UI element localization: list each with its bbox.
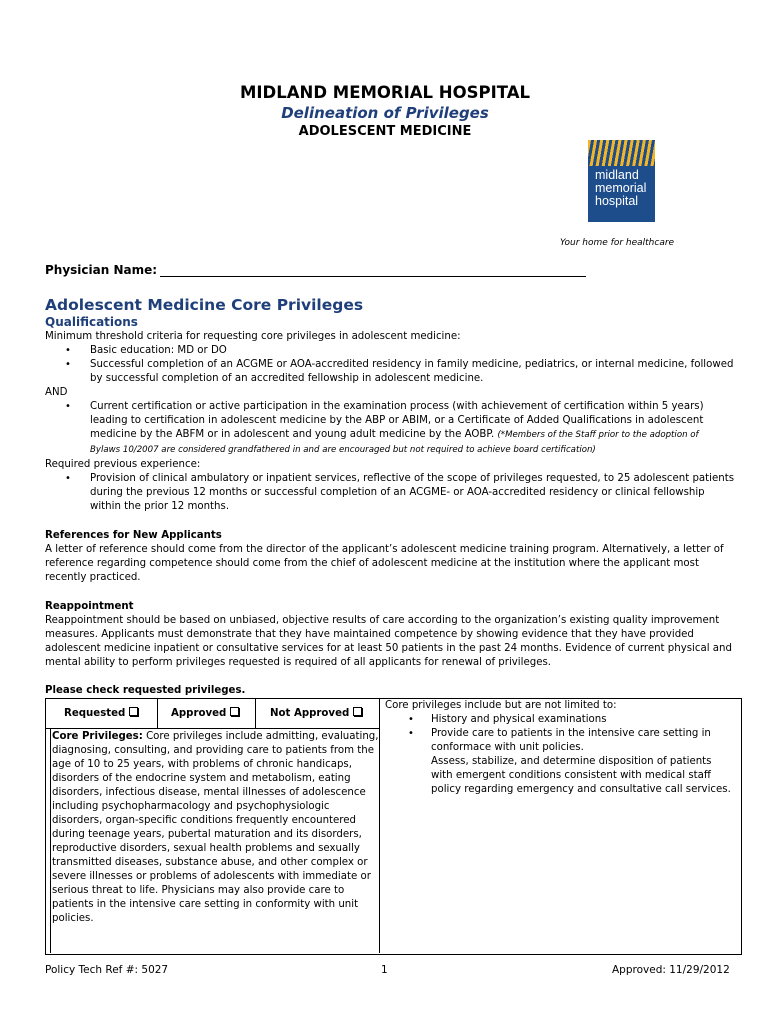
list-item: Successful completion of an ACGME or AOA-accredited residency in family medicine, pediatrics, or internal medicine, followed xyxy=(90,359,734,370)
qualifications-heading: Qualifications xyxy=(45,315,138,329)
document-subtitle: Delineation of Privileges xyxy=(281,104,489,122)
check-privileges-label: Please check requested privileges. xyxy=(45,685,246,696)
tagline: Your home for healthcare xyxy=(560,238,675,248)
reappointment-text: mental ability to perform privileges requested is required of all applicants for renewal of privileges. xyxy=(45,657,552,668)
physician-name-line[interactable] xyxy=(160,264,586,277)
table-divider xyxy=(255,698,256,728)
list-item: Provide care to patients in the intensive care setting in xyxy=(431,728,711,739)
approved-checkbox[interactable] xyxy=(171,707,239,721)
core-privileges-text: serious threat to life. Physicians may also provide care to xyxy=(52,885,345,896)
list-item-cont: within the prior 12 months. xyxy=(90,501,230,512)
list-item-cont: with emergent conditions consistent with medical staff xyxy=(431,770,711,781)
section-title: Adolescent Medicine Core Privileges xyxy=(45,296,364,314)
reappointment-text: Reappointment should be based on unbiased, objective results of care according to the organization’s existing quality improvement xyxy=(45,615,720,626)
core-privileges-label: Core Privileges: xyxy=(52,731,143,742)
list-item: Provision of clinical ambulatory or inpatient services, reflective of the scope of privileges requested, to 25 adolescent patients xyxy=(90,473,735,484)
and-label: AND xyxy=(45,387,68,398)
references-text: A letter of reference should come from the director of the applicant’s adolescent medicine training program. Alternatively, a letter of xyxy=(45,544,724,555)
table-divider xyxy=(45,728,379,729)
references-text: recently practiced. xyxy=(45,572,141,583)
bullet-icon: • xyxy=(408,714,414,725)
core-privileges-line xyxy=(52,730,379,744)
sunburst-icon xyxy=(588,140,655,166)
references-heading: References for New Applicants xyxy=(45,530,222,541)
list-item-cont: by successful completion of an accredited fellowship in adolescent medicine. xyxy=(90,373,484,384)
logo-text-2: memorial xyxy=(595,181,647,195)
list-item-cont: during the previous 12 months or successful completion of an ACGME- or AOA-accredited residency or clinical fellowship xyxy=(90,487,705,498)
grandfather-note-cont: Bylaws 10/2007 are considered grandfathered in and are encouraged but not required to achieve board certification) xyxy=(90,445,596,455)
core-privileges-text: severe illnesses or problems of adolescents with immediate or xyxy=(52,871,371,882)
requested-checkbox[interactable] xyxy=(64,707,138,721)
core-privileges-text: disorders, organ-specific conditions frequently encountered xyxy=(52,815,357,826)
checkbox-icon[interactable] xyxy=(129,707,138,716)
core-privileges-text: reproductive disorders, sexual health problems and sexually xyxy=(52,843,360,854)
logo-text-1: midland xyxy=(595,168,639,182)
references-text: reference regarding competence should come from the chief of adolescent medicine at the institution where the applicant most xyxy=(45,558,699,569)
not-approved-label: Not Approved xyxy=(270,708,350,719)
core-privileges-text: including psychopharmacology and psychophysiologic xyxy=(52,801,330,812)
bullet-icon: • xyxy=(65,359,71,370)
reappointment-text: adolescent medicine inpatient or consultative services for at least 50 patients in the past 24 months. Evidence of current physical and xyxy=(45,643,732,654)
grandfather-note: (*Members of the Staff prior to the adoption of xyxy=(497,430,699,440)
list-item-cont: Assess, stabilize, and determine disposition of patients xyxy=(431,756,712,767)
list-item: Current certification or active participation in the examination process (with achievement of certification within 5 years) xyxy=(90,401,704,412)
hospital-title: MIDLAND MEMORIAL HOSPITAL xyxy=(239,83,530,102)
bullet-icon: • xyxy=(65,401,71,412)
core-privileges-text: diagnosing, consulting, and providing care to patients from the xyxy=(52,745,374,756)
bullet-icon: • xyxy=(65,473,71,484)
core-privileges-text: policies. xyxy=(52,913,94,924)
hospital-logo xyxy=(588,140,655,222)
core-privileges-text: patients in the intensive care setting in conformity with unit xyxy=(52,899,359,910)
table-divider xyxy=(50,728,51,953)
list-item-cont xyxy=(90,428,699,442)
physician-name-label: Physician Name: xyxy=(45,263,158,277)
list-item: Basic education: MD or DO xyxy=(90,345,227,356)
physician-name-field[interactable] xyxy=(45,263,586,277)
approved-date: Approved: 11/29/2012 xyxy=(612,964,730,976)
right-intro: Core privileges include but are not limited to: xyxy=(385,700,617,711)
list-item: History and physical examinations xyxy=(431,714,607,725)
core-privileges-text: disorders of the endocrine system and metabolism, eating xyxy=(52,773,351,784)
bullet-icon: • xyxy=(408,728,414,739)
page-number: 1 xyxy=(381,964,388,976)
policy-ref: Policy Tech Ref #: 5027 xyxy=(45,964,169,976)
qualifications-intro: Minimum threshold criteria for requesting core privileges in adolescent medicine: xyxy=(45,331,461,342)
checkbox-icon[interactable] xyxy=(353,707,362,716)
table-divider xyxy=(157,698,158,728)
list-item-cont: leading to certification in adolescent medicine by the ABP or ABIM, or a Certificate of Added Qualifications in adolescent xyxy=(90,415,704,426)
checkbox-icon[interactable] xyxy=(230,707,239,716)
list-item-text: medicine by the ABFM or in adolescent and young adult medicine by the AOBP. xyxy=(90,429,495,440)
core-privileges-text: Core privileges include admitting, evaluating, xyxy=(146,731,379,742)
approved-label: Approved xyxy=(171,708,227,719)
list-item-cont: policy regarding emergency and consultative call services. xyxy=(431,784,731,795)
requested-label: Requested xyxy=(64,708,126,719)
required-experience-label: Required previous experience: xyxy=(45,459,201,470)
department-title: ADOLESCENT MEDICINE xyxy=(298,124,472,139)
reappointment-text: measures. Applicants must demonstrate that they have maintained competence by showing evidence that they have provided xyxy=(45,629,694,640)
table-divider xyxy=(379,698,380,953)
core-privileges-text: age of 10 to 25 years, with problems of chronic handicaps, xyxy=(52,759,352,770)
core-privileges-text: disorders, infectious disease, mental illnesses of adolescence xyxy=(52,787,366,798)
core-privileges-text: transmitted diseases, substance abuse, and other complex or xyxy=(52,857,368,868)
reappointment-heading: Reappointment xyxy=(45,601,134,612)
logo-text-3: hospital xyxy=(595,194,639,208)
not-approved-checkbox[interactable] xyxy=(270,707,362,721)
bullet-icon: • xyxy=(65,345,71,356)
list-item-cont: conformace with unit policies. xyxy=(431,742,584,753)
core-privileges-text: during teenage years, pubertal maturation and its disorders, xyxy=(52,829,362,840)
